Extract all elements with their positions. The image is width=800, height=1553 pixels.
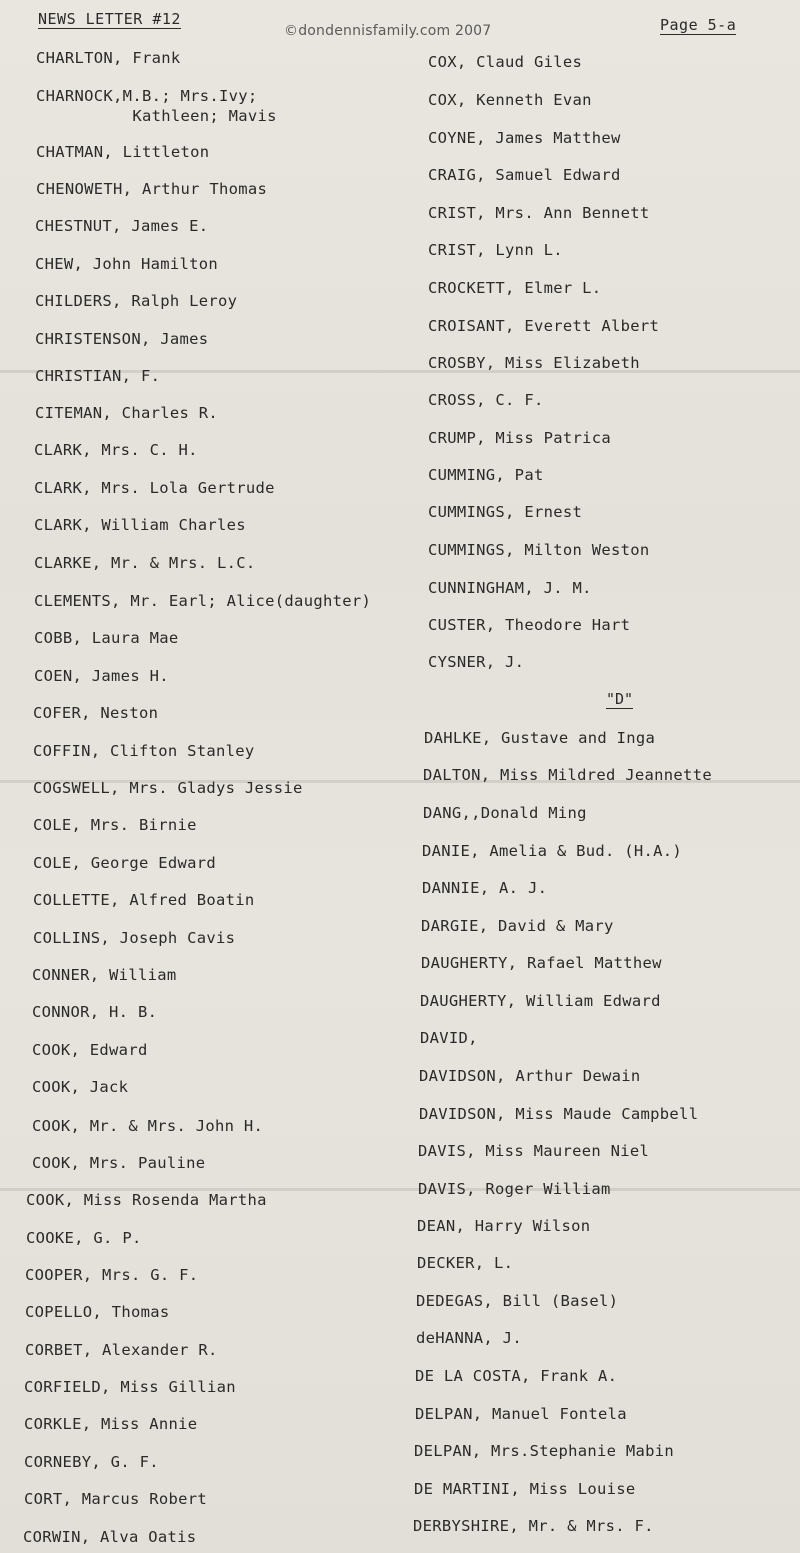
name-entry: COOK, Jack (32, 1078, 129, 1096)
name-entry: DALTON, Miss Mildred Jeannette (423, 766, 712, 784)
name-entry: DAVIS, Roger William (418, 1180, 611, 1198)
name-entry: CLARK, Mrs. C. H. (34, 441, 198, 459)
name-entry: CHENOWETH, Arthur Thomas (36, 180, 268, 198)
name-entry: CLARK, William Charles (34, 516, 246, 534)
name-entry: CRUMP, Miss Patrica (428, 429, 612, 447)
name-entry: CORT, Marcus Robert (24, 1490, 208, 1508)
name-entry: CHATMAN, Littleton (36, 143, 210, 161)
name-entry: CHARNOCK,M.B.; Mrs.Ivy; Kathleen; Mavis (36, 87, 277, 125)
name-entry: COLE, George Edward (33, 854, 217, 872)
name-entry: CUMMINGS, Ernest (428, 503, 583, 521)
name-entry: CORNEBY, G. F. (24, 1453, 159, 1471)
name-entry: CYSNER, J. (428, 653, 525, 671)
name-entry: CUMMINGS, Milton Weston (428, 541, 650, 559)
name-entry: COOK, Mrs. Pauline (32, 1154, 206, 1172)
name-entry: COLE, Mrs. Birnie (33, 816, 197, 834)
name-entry: COOPER, Mrs. G. F. (25, 1266, 199, 1284)
name-entry: DEDEGAS, Bill (Basel) (416, 1292, 619, 1310)
name-entry: CUMMING, Pat (428, 466, 544, 484)
name-entry: DAUGHERTY, Rafael Matthew (421, 954, 662, 972)
name-entry: DANG,,Donald Ming (423, 804, 587, 822)
name-entry: CHILDERS, Ralph Leroy (35, 292, 238, 310)
name-entry: DECKER, L. (417, 1254, 514, 1272)
name-entry: CRIST, Mrs. Ann Bennett (428, 204, 650, 222)
newsletter-title: NEWS LETTER #12 (38, 10, 181, 28)
name-entry: CORFIELD, Miss Gillian (24, 1378, 236, 1396)
name-entry: COYNE, James Matthew (428, 129, 621, 147)
name-entry: CROSS, C. F. (428, 391, 544, 409)
name-entry: CUSTER, Theodore Hart (428, 616, 631, 634)
name-entry: COPELLO, Thomas (25, 1303, 170, 1321)
name-entry: DERBYSHIRE, Mr. & Mrs. F. (413, 1517, 654, 1535)
name-entry: CONNOR, H. B. (32, 1003, 158, 1021)
name-entry: CRAIG, Samuel Edward (428, 166, 621, 184)
name-entry: COFER, Neston (33, 704, 159, 722)
name-entry: DEAN, Harry Wilson (417, 1217, 591, 1235)
name-entry: CROSBY, Miss Elizabeth (428, 354, 640, 372)
name-entry: DAVIS, Miss Maureen Niel (418, 1142, 650, 1160)
name-entry: CITEMAN, Charles R. (35, 404, 219, 422)
name-entry: DAUGHERTY, William Edward (420, 992, 661, 1010)
name-entry: COX, Kenneth Evan (428, 91, 592, 109)
name-entry: COOK, Miss Rosenda Martha (26, 1191, 267, 1209)
name-entry: COFFIN, Clifton Stanley (33, 742, 255, 760)
name-entry: DANIE, Amelia & Bud. (H.A.) (422, 842, 683, 860)
name-entry: DELPAN, Manuel Fontela (415, 1405, 627, 1423)
name-entry: COLLETTE, Alfred Boatin (33, 891, 255, 909)
name-entry: deHANNA, J. (416, 1329, 522, 1347)
name-entry: DE MARTINI, Miss Louise (414, 1480, 636, 1498)
name-entry: DAVIDSON, Miss Maude Campbell (419, 1105, 699, 1123)
name-entry: CLEMENTS, Mr. Earl; Alice(daughter) (34, 592, 372, 610)
section-d-heading: "D" (606, 690, 634, 708)
name-entry: CLARKE, Mr. & Mrs. L.C. (34, 554, 256, 572)
name-entry: DAVIDSON, Arthur Dewain (419, 1067, 641, 1085)
name-entry: CHRISTIAN, F. (35, 367, 161, 385)
name-entry: DAVID, (420, 1029, 478, 1047)
name-entry: CHRISTENSON, James (35, 330, 209, 348)
page-number: Page 5-a (660, 16, 737, 34)
name-entry: CHEW, John Hamilton (35, 255, 219, 273)
name-entry: CUNNINGHAM, J. M. (428, 579, 592, 597)
name-entry: CORBET, Alexander R. (25, 1341, 218, 1359)
name-entry: CHARLTON, Frank (36, 49, 181, 67)
name-entry: COGSWELL, Mrs. Gladys Jessie (33, 779, 303, 797)
name-entry: CORWIN, Alva Oatis (23, 1528, 197, 1546)
name-entry: COLLINS, Joseph Cavis (33, 929, 236, 947)
name-entry: DELPAN, Mrs.Stephanie Mabin (414, 1442, 675, 1460)
name-entry: COEN, James H. (34, 667, 169, 685)
name-entry: COOKE, G. P. (26, 1229, 142, 1247)
name-entry: CROCKETT, Elmer L. (428, 279, 602, 297)
name-entry: DAHLKE, Gustave and Inga (424, 729, 656, 747)
name-entry: COOK, Edward (32, 1041, 148, 1059)
name-entry: DARGIE, David & Mary (421, 917, 614, 935)
name-entry: CROISANT, Everett Albert (428, 317, 660, 335)
copyright-watermark: ©dondennisfamily.com 2007 (284, 23, 492, 39)
name-entry: CORKLE, Miss Annie (24, 1415, 198, 1433)
name-entry: CHESTNUT, James E. (35, 217, 209, 235)
name-entry: COOK, Mr. & Mrs. John H. (32, 1117, 264, 1135)
name-entry: CRIST, Lynn L. (428, 241, 563, 259)
name-entry: CONNER, William (32, 966, 177, 984)
name-entry: CLARK, Mrs. Lola Gertrude (34, 479, 275, 497)
name-entry: COX, Claud Giles (428, 53, 583, 71)
name-entry: COBB, Laura Mae (34, 629, 179, 647)
name-entry: DANNIE, A. J. (422, 879, 548, 897)
name-entry: DE LA COSTA, Frank A. (415, 1367, 618, 1385)
